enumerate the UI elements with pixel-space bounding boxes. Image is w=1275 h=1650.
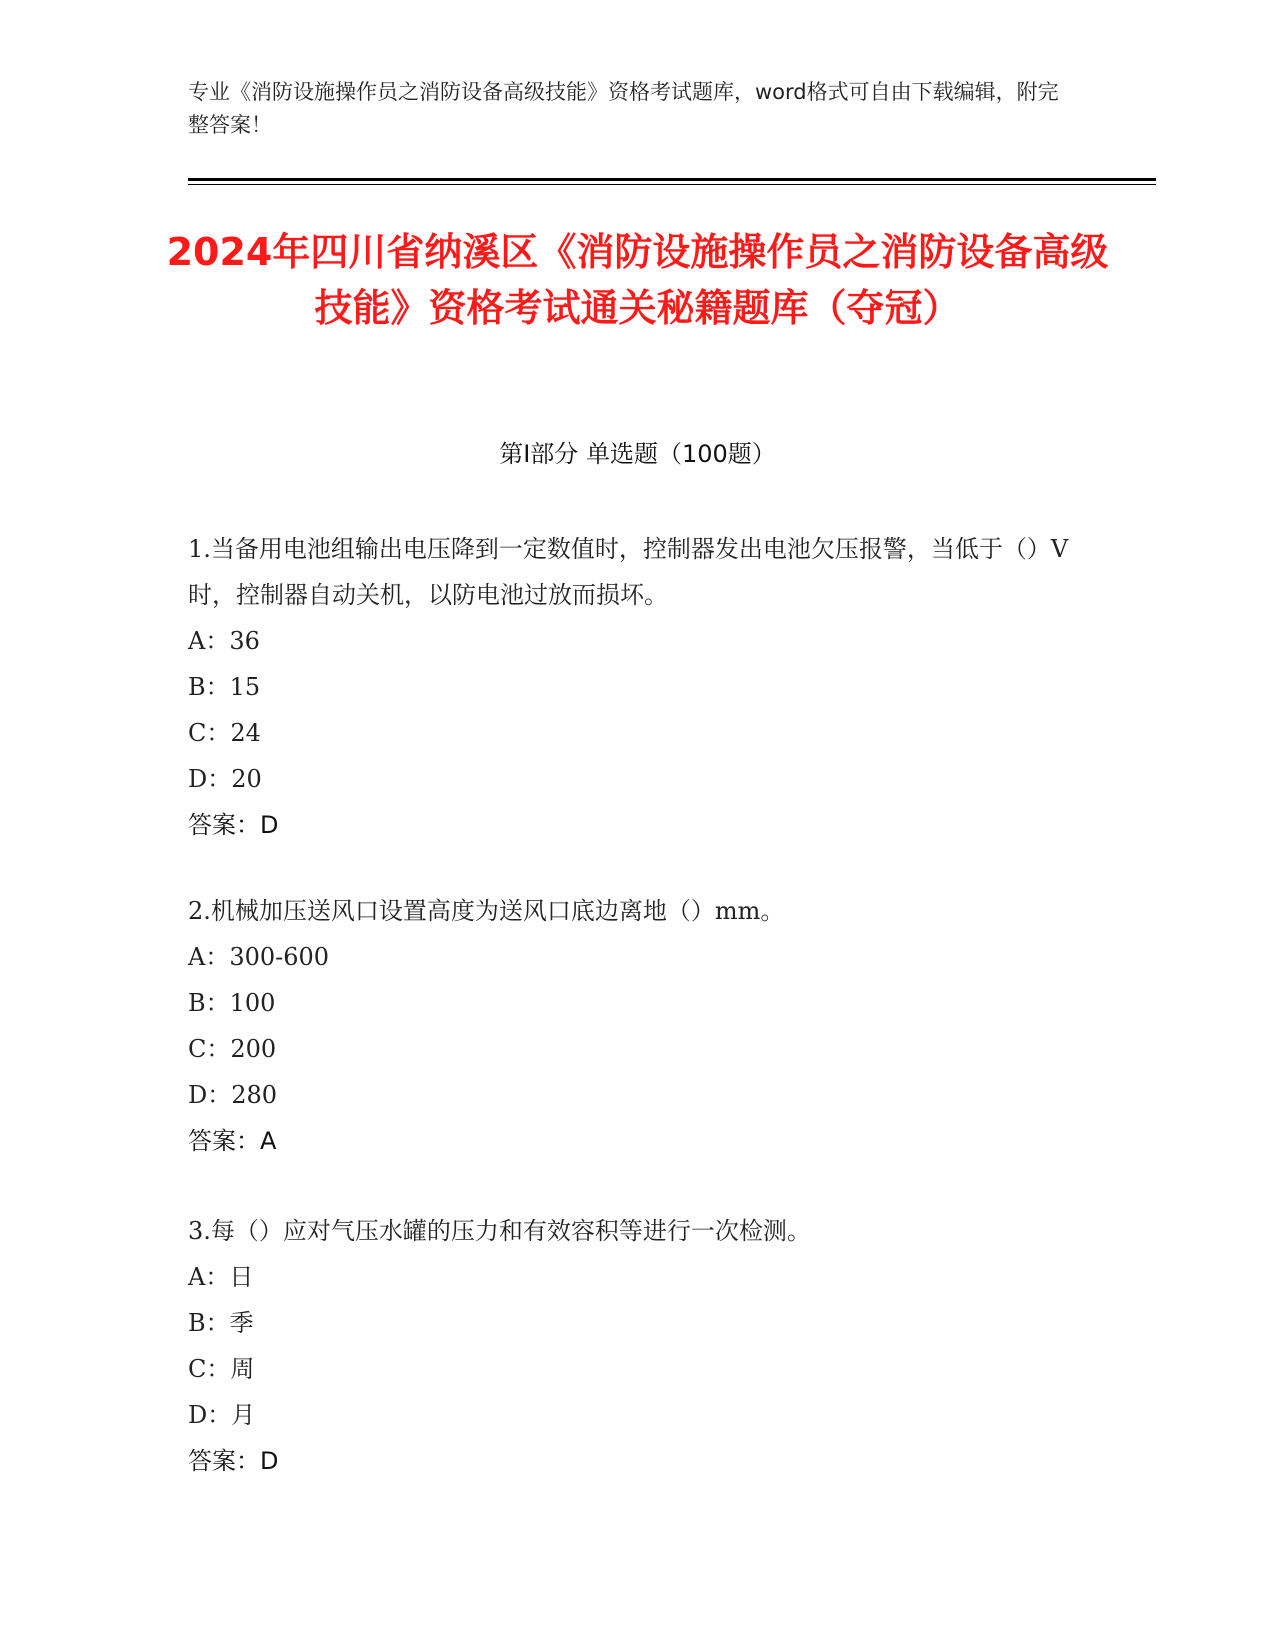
question-option-a: A：36 (188, 627, 260, 655)
question-option-c: C：24 (188, 719, 261, 747)
question-item (188, 526, 1088, 848)
question-answer: 答案：D (188, 1447, 279, 1475)
question-item (188, 1208, 1088, 1484)
question-option-b: B：15 (188, 673, 261, 701)
question-stem: 1.当备用电池组输出电压降到一定数值时，控制器发出电池欠压报警，当低于（）V时，控制器自动关机，以防电池过放而损坏。 (188, 535, 1069, 609)
question-answer: 答案：A (188, 1127, 277, 1155)
question-option-c: C：200 (188, 1035, 277, 1063)
question-stem: 3.每（）应对气压水罐的压力和有效容积等进行一次检测。 (188, 1217, 811, 1245)
section-title: 第I部分 单选题（100题） (499, 440, 776, 468)
header-divider-thin (188, 184, 1156, 185)
question-item (188, 888, 1088, 1164)
question-option-a: A：日 (188, 1263, 254, 1291)
question-option-c: C：周 (188, 1355, 255, 1383)
question-stem: 2.机械加压送风口设置高度为送风口底边离地（）mm。 (188, 897, 785, 925)
document-title: 2024年四川省纳溪区《消防设施操作员之消防设备高级技能》资格考试通关秘籍题库（夺冠） (166, 230, 1109, 330)
header-note: 专业《消防设施操作员之消防设备高级技能》资格考试题库，word格式可自由下载编辑，附完整答案！ (188, 80, 1059, 137)
question-option-d: D：20 (188, 765, 262, 793)
question-option-d: D：月 (188, 1401, 256, 1429)
question-option-b: B：100 (188, 989, 276, 1017)
question-option-a: A：300-600 (188, 943, 330, 971)
question-option-b: B：季 (188, 1309, 254, 1337)
question-option-d: D：280 (188, 1081, 278, 1109)
header-divider-thick (188, 178, 1156, 181)
question-answer: 答案：D (188, 811, 279, 839)
